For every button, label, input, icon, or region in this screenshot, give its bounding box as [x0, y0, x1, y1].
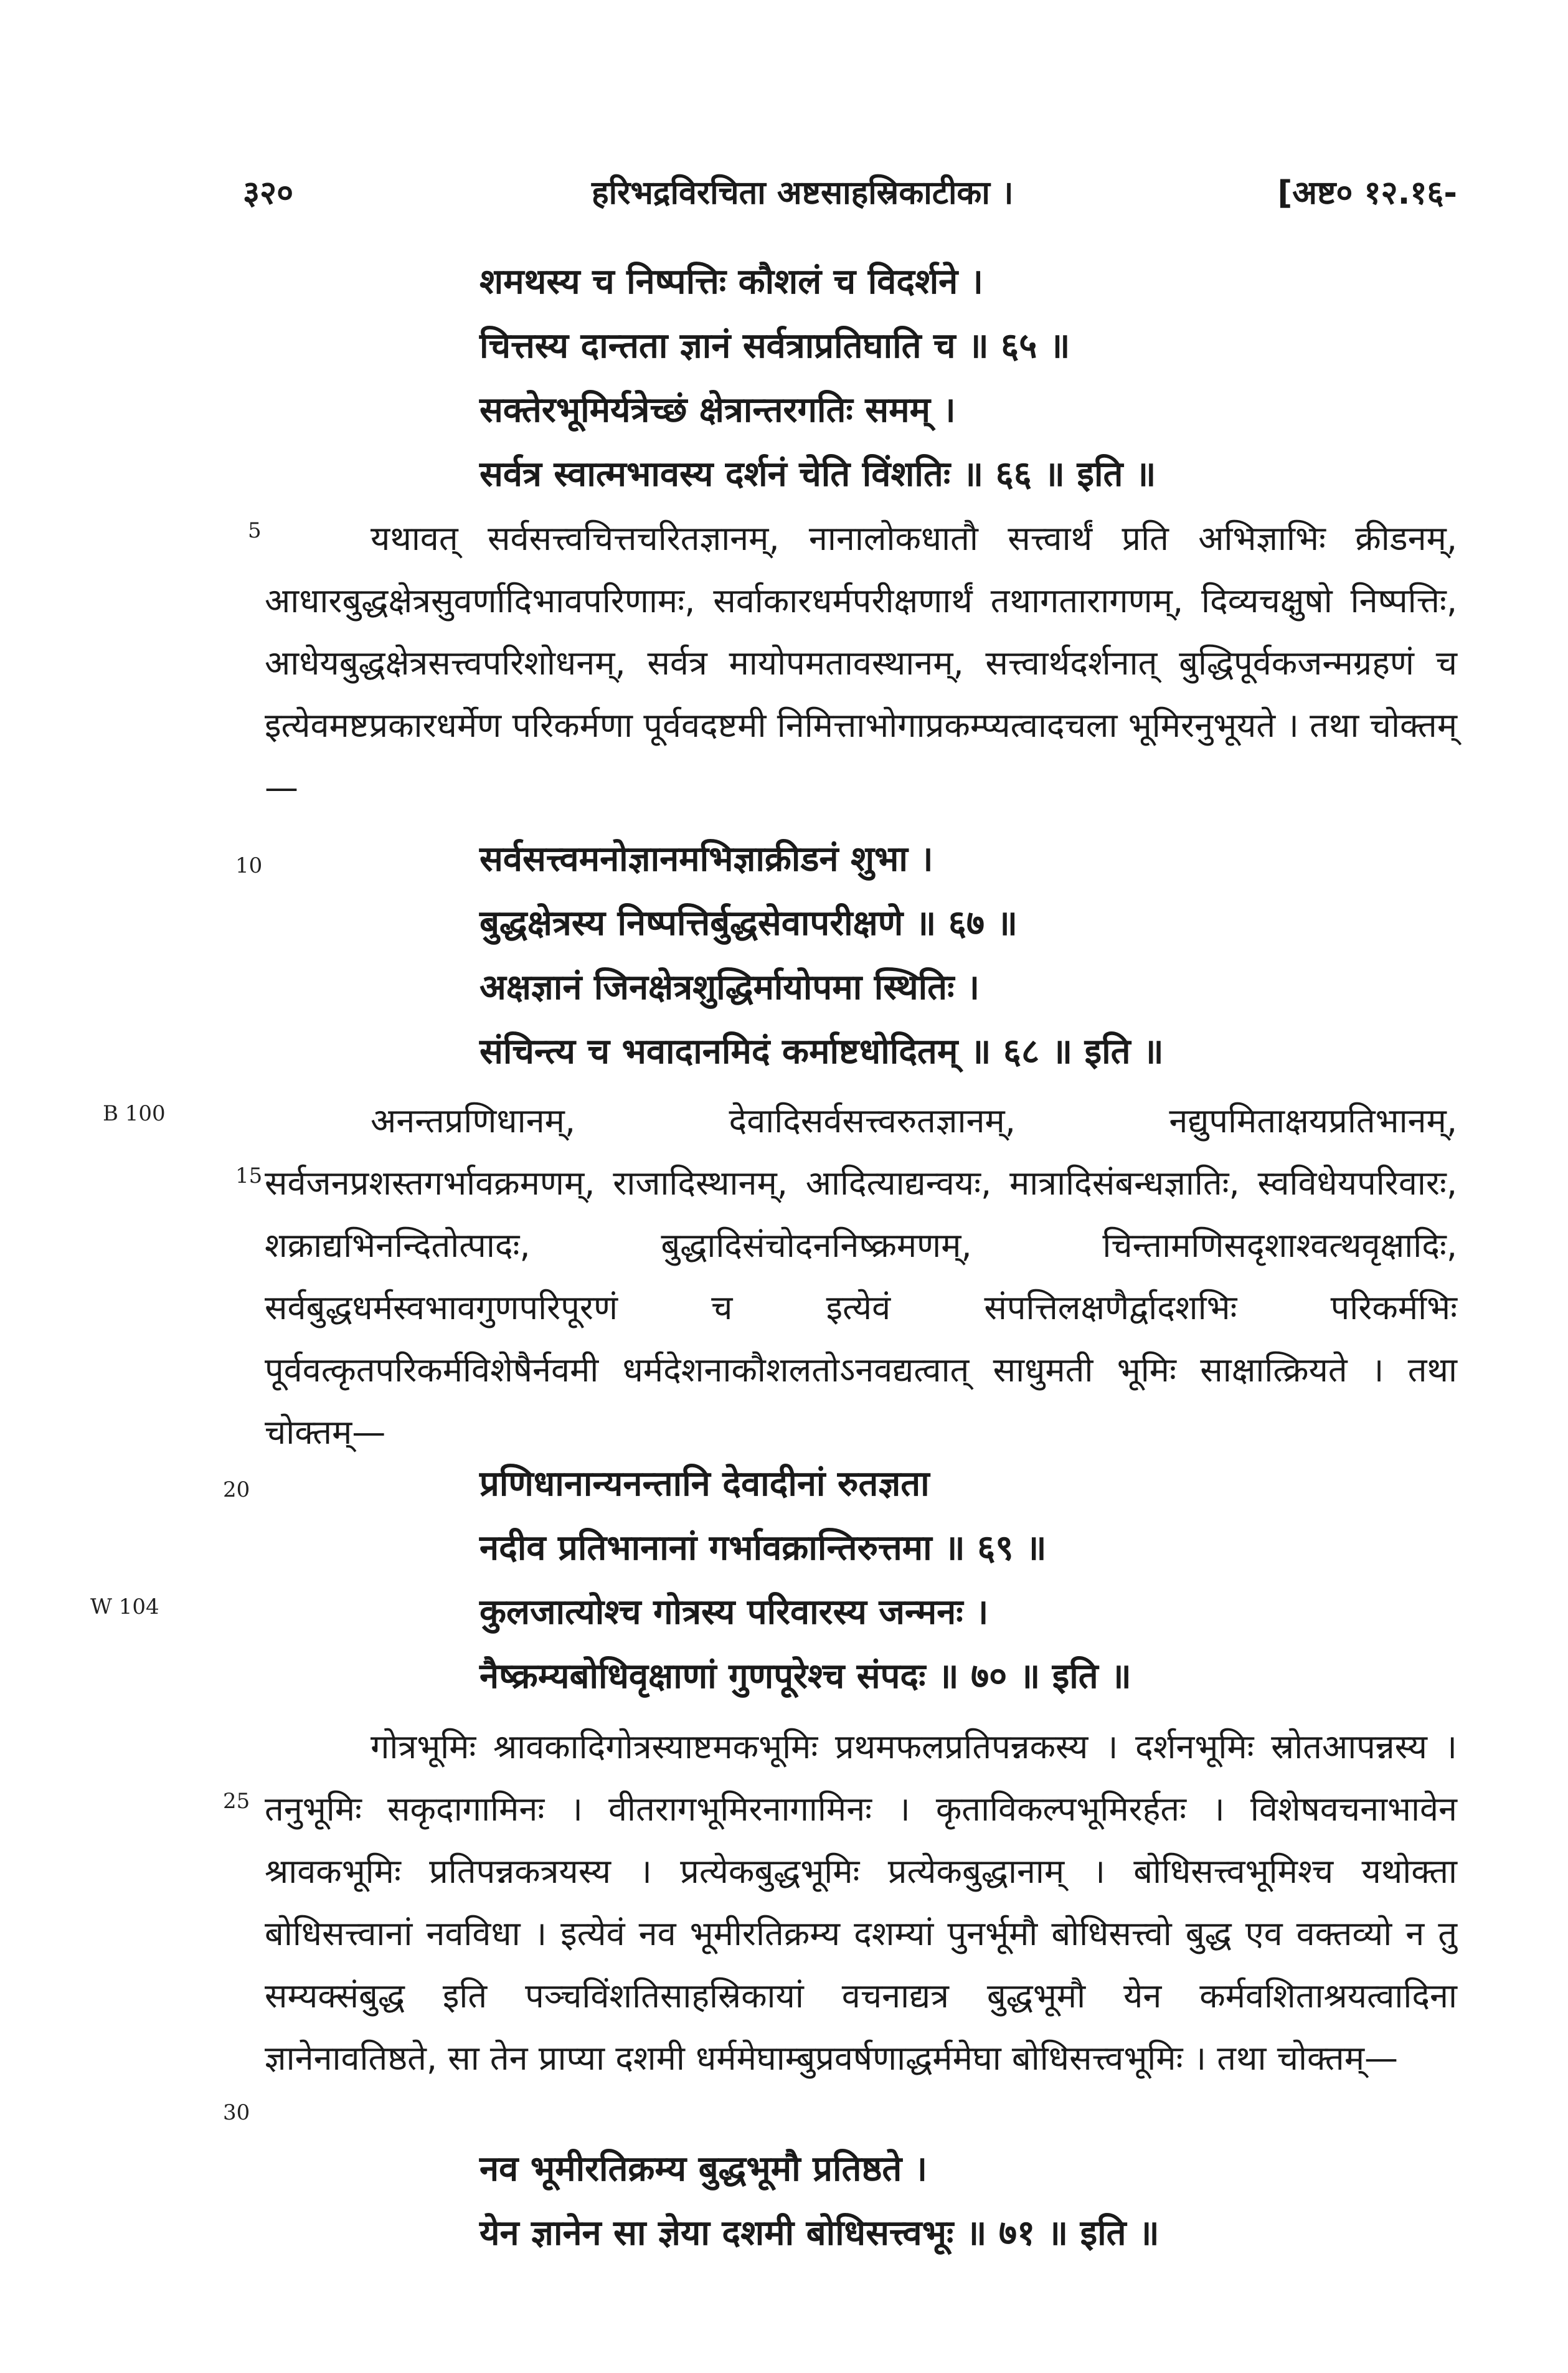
verse-line: नदीव प्रतिभानानां गर्भावक्रान्तिरुत्तमा ॥ ६९ ॥	[479, 1528, 1047, 1568]
verse-line: शमथस्य च निष्पत्तिः कौशलं च विदर्शने ।	[479, 262, 983, 302]
verse-line: सर्वसत्त्वमनोज्ञानमभिज्ञाक्रीडनं शुभा ।	[479, 839, 933, 879]
verse-line: संचिन्त्य च भवादानमिदं कर्माष्टधोदितम् ॥ ६८ ॥ इति ॥	[479, 1031, 1164, 1072]
verse-line: सर्वत्र स्वात्मभावस्य दर्शनं चेति विंशतिः ॥ ६६ ॥ इति ॥	[479, 454, 1156, 495]
prose-paragraph	[265, 1090, 1457, 1464]
verse-line: कुलजात्योश्च गोत्रस्य परिवारस्य जन्मनः ।	[479, 1592, 989, 1632]
verse-line: अक्षज्ञानं जिनक्षेत्रशुद्धिर्मायोपमा स्थितिः ।	[479, 967, 980, 1008]
prose-paragraph	[265, 1716, 1457, 2090]
line-number: 20	[223, 1477, 250, 1502]
paragraph-text: गोत्रभूमिः श्रावकादिगोत्रस्याष्टमकभूमिः प्रथमफलप्रतिपन्नकस्य । दर्शनभूमिः स्रोतआपन्नस्य । तनुभूमिः सकृदागामिनः । वीतरागभूमिरनागामिनः । कृताविकल्पभूमिरर्हतः । विशेषवचनाभावेन श्रावकभूमिः प्रतिपन्नकत्रयस्य । प्रत्येकबुद्धभूमिः प्रत्येकबुद्धानाम् । बोधिसत्त्वभूमिश्च यथोक्ता बोधिसत्त्वानां नवविधा । इत्येवं नव भूमीरतिक्रम्य दशम्यां पुनर्भूमौ बोधिसत्त्वो बुद्ध एव वक्तव्यो न तु सम्यक्संबुद्ध इति पञ्चविंशतिसाहस्रिकायां वचनाद्यत्र बुद्धभूमौ येन कर्मवशिताश्रयत्वादिना ज्ञानेनावतिष्ठते, सा तेन प्राप्या दशमी धर्ममेघाम्बुप्रवर्षणाद्धर्ममेघा बोधिसत्त्वभूमिः । तथा चोक्तम्—	[265, 1727, 1457, 2078]
paragraph-text: यथावत् सर्वसत्त्वचित्तचरितज्ञानम्, नानालोकधातौ सत्त्वार्थं प्रति अभिज्ञाभिः क्रीडनम्, आधारबुद्धक्षेत्रसुवर्णादिभावपरिणामः, सर्वाकारधर्मपरीक्षणार्थं तथागतारागणम्, दिव्यचक्षुषो निष्पत्तिः, आधेयबुद्धक्षेत्रसत्त्वपरिशोधनम्, सर्वत्र मायोपमतावस्थानम्, सत्त्वार्थदर्शनात् बुद्धिपूर्वकजन्मग्रहणं च इत्येवमष्टप्रकारधर्मेण परिकर्मणा पूर्ववदष्टमी निमित्ताभोगाप्रकम्प्यत्वादचला भूमिरनुभूयते । तथा चोक्तम्—	[265, 519, 1457, 807]
page-number: ३२०	[243, 174, 294, 212]
page-header	[243, 169, 1457, 225]
verse-line: चित्तस्य दान्तता ज्ञानं सर्वत्राप्रतिघाति च ॥ ६५ ॥	[479, 326, 1070, 366]
verse-line: सक्तेरभूमिर्यत्रेच्छं क्षेत्रान्तरगतिः समम् ।	[479, 390, 956, 430]
verse-line: येन ज्ञानेन सा ज्ञेया दशमी बोधिसत्त्वभूः ॥ ७१ ॥ इति ॥	[479, 2213, 1159, 2253]
line-number: 5	[248, 518, 262, 543]
verse-line: नव भूमीरतिक्रम्य बुद्धभूमौ प्रतिष्ठते ।	[479, 2149, 928, 2189]
line-number: 10	[235, 853, 263, 878]
verse-line: प्रणिधानान्यनन्तानि देवादीनां रुतज्ञता	[479, 1464, 930, 1504]
prose-paragraph	[265, 508, 1457, 819]
paragraph-text: अनन्तप्रणिधानम्, देवादिसर्वसत्त्वरुतज्ञानम्, नद्युपमिताक्षयप्रतिभानम्, सर्वजनप्रशस्तगर्भावक्रमणम्, राजादिस्थानम्, आदित्याद्यन्वयः, मात्रादिसंबन्धज्ञातिः, स्वविधेयपरिवारः, शक्राद्यभिनन्दितोत्पादः, बुद्धादिसंचोदननिष्क्रमणम्, चिन्तामणिसदृशाश्वत्थवृक्षादिः, सर्वबुद्धधर्मस्वभावगुणपरिपूरणं च इत्येवं संपत्तिलक्षणैर्द्वादशभिः परिकर्मभिः पूर्ववत्कृतपरिकर्मविशेषैर्नवमी धर्मदेशनाकौशलतोऽनवद्यत्वात् साधुमती भूमिः साक्षात्क्रियते । तथा चोक्तम्—	[265, 1101, 1457, 1452]
line-number: 25	[223, 1789, 250, 1814]
section-reference: [अष्ट० १२.१६-	[1277, 174, 1457, 212]
running-title: हरिभद्रविरचिता अष्टसाहस्रिकाटीका ।	[592, 174, 1014, 212]
verse-line: नैष्क्रम्यबोधिवृक्षाणां गुणपूरेश्च संपदः ॥ ७० ॥ इति ॥	[479, 1656, 1131, 1697]
verse-line: बुद्धक्षेत्रस्य निष्पत्तिर्बुद्धसेवापरीक्षणे ॥ ६७ ॥	[479, 903, 1018, 944]
line-number: 15	[235, 1163, 263, 1188]
margin-reference: W 104	[90, 1594, 159, 1619]
line-number: 30	[223, 2100, 250, 2125]
margin-reference: B 100	[103, 1101, 166, 1126]
